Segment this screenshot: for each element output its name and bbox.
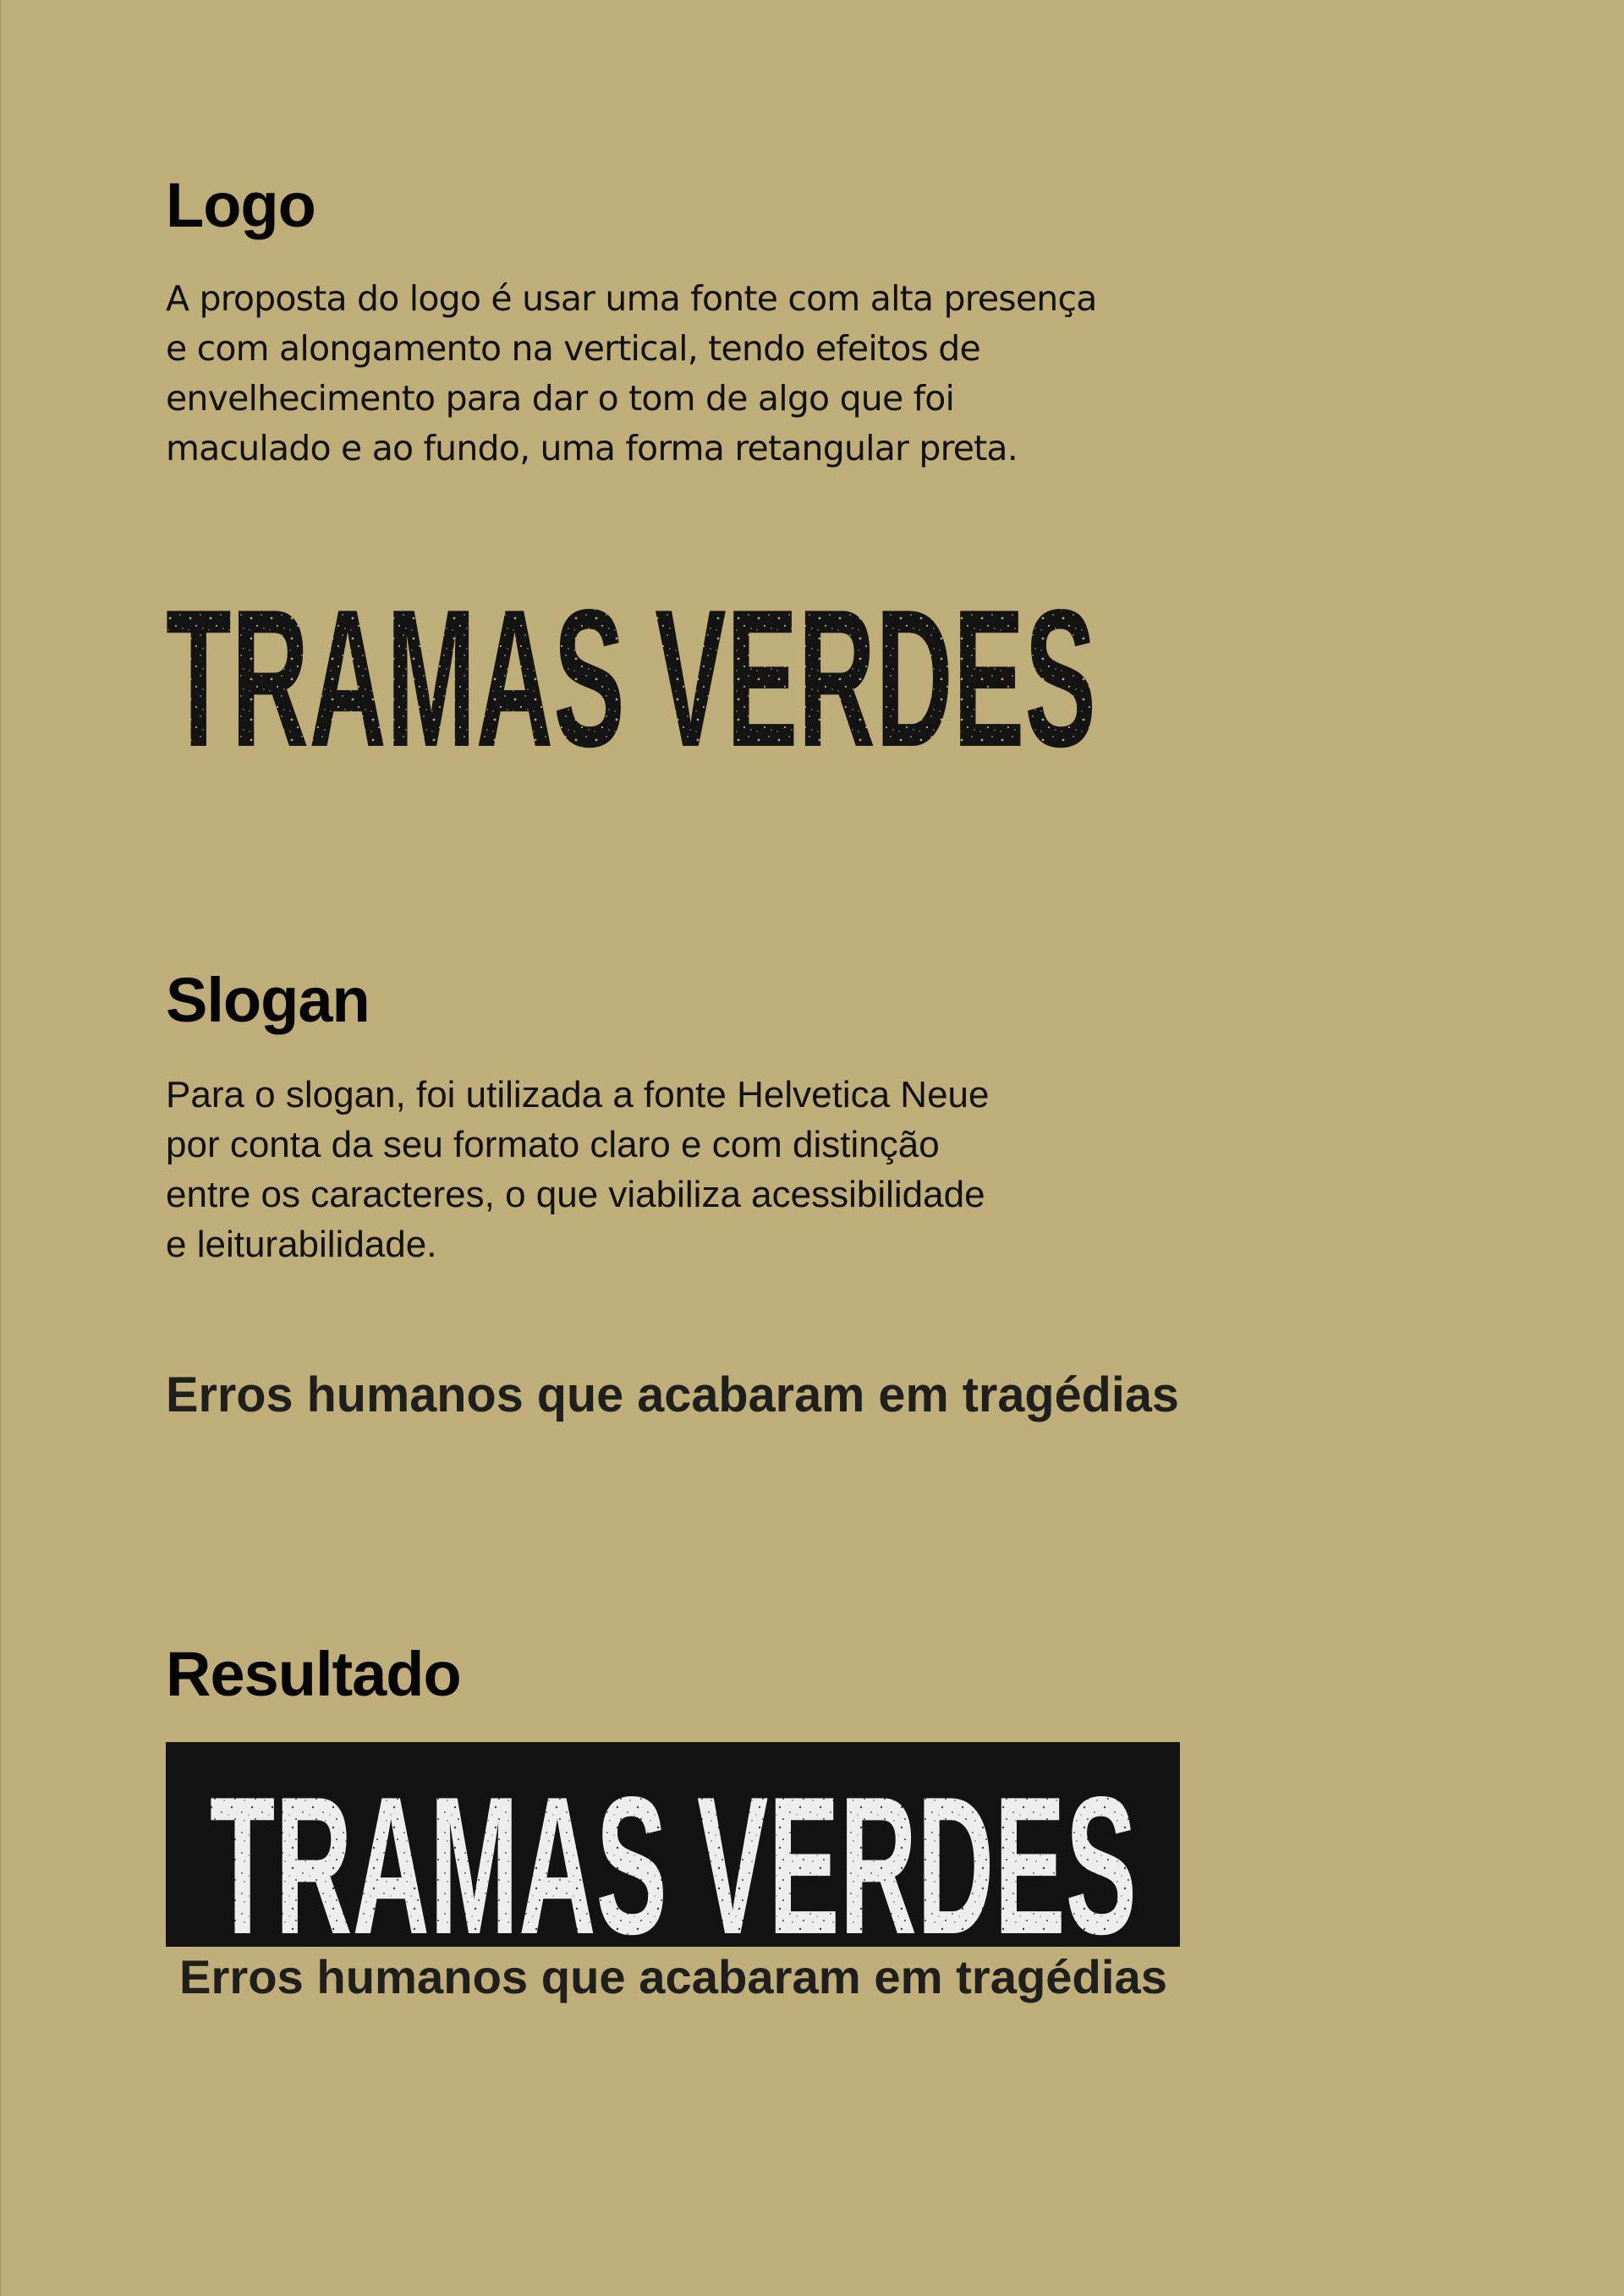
logo-description-line: e com alongamento na vertical, tendo efeitos de <box>166 328 980 369</box>
result-logo-text: TRAMAS VERDES <box>210 1756 1137 1949</box>
slogan-description-line: entre os caracteres, o que viabiliza acessibilidade <box>166 1174 985 1215</box>
slogan-description-line: Para o slogan, foi utilizada a fonte Helvetica Neue <box>166 1074 990 1115</box>
logo-description-line: A proposta do logo é usar uma fonte com alta presença <box>166 278 1097 319</box>
result-slogan <box>166 1947 1181 2006</box>
logo-description-line: envelhecimento para dar o tom de algo que foi <box>166 378 955 419</box>
logo-text: TRAMAS VERDES <box>166 572 1096 758</box>
slogan-sample <box>166 1363 1181 1422</box>
result-heading: Resultado <box>166 1639 461 1709</box>
tramas-verdes-logo <box>166 572 1105 758</box>
logo-description-line: maculado e ao fundo, uma forma retangular preta. <box>166 428 1018 469</box>
logo-heading: Logo <box>166 170 315 240</box>
slogan-description-line: por conta da seu formato claro e com distinção <box>166 1124 940 1165</box>
result-logo-block <box>166 1742 1181 1949</box>
logo-section <box>166 170 315 240</box>
slogan-sample-text: Erros humanos que acabaram em tragédias <box>166 1367 1179 1422</box>
slogan-description <box>166 1070 989 1269</box>
slogan-heading: Slogan <box>166 965 370 1035</box>
logo-description <box>166 274 1097 474</box>
result-slogan-text: Erros humanos que acabaram em tragédias <box>179 1950 1167 2003</box>
slogan-section <box>166 965 370 1035</box>
slogan-description-line: e leiturabilidade. <box>166 1224 437 1265</box>
result-section <box>166 1639 461 1709</box>
